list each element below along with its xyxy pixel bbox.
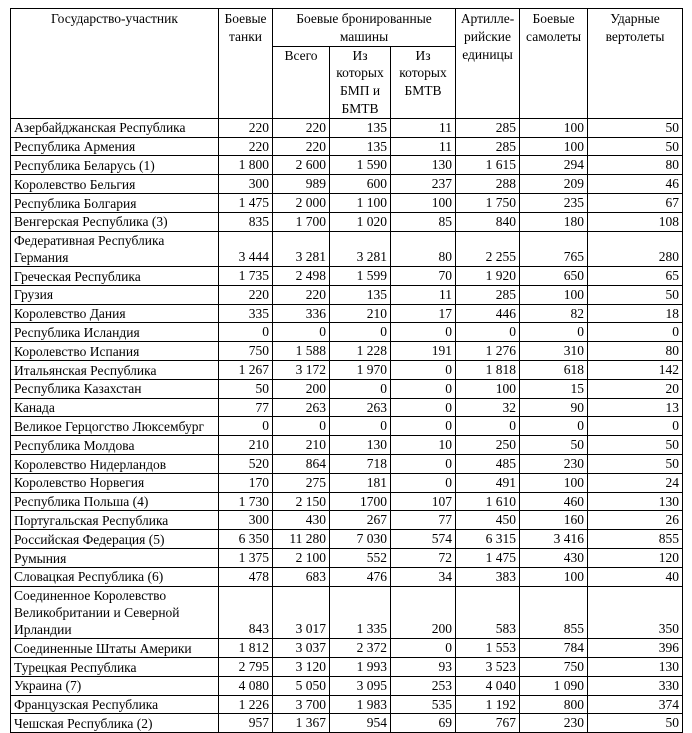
cell-artillery: 250 bbox=[456, 436, 520, 455]
cell-artillery: 1 818 bbox=[456, 360, 520, 379]
cell-aircraft: 3 416 bbox=[520, 530, 588, 549]
table-row bbox=[11, 454, 683, 473]
cell-tanks: 520 bbox=[219, 454, 273, 473]
cell-artillery: 4 040 bbox=[456, 676, 520, 695]
cell-helicopters: 50 bbox=[588, 454, 683, 473]
cell-helicopters: 120 bbox=[588, 548, 683, 567]
cell-armored-bmtv: 0 bbox=[391, 454, 456, 473]
cell-helicopters: 0 bbox=[588, 323, 683, 342]
table-body bbox=[11, 118, 683, 732]
table-row bbox=[11, 323, 683, 342]
cell-armored-bmtv: 0 bbox=[391, 379, 456, 398]
cell-artillery: 1 610 bbox=[456, 492, 520, 511]
cell-tanks: 0 bbox=[219, 417, 273, 436]
cell-country: Республика Исландия bbox=[11, 323, 219, 342]
cell-armored-bmp: 0 bbox=[330, 379, 391, 398]
cell-aircraft: 430 bbox=[520, 548, 588, 567]
cell-tanks: 2 795 bbox=[219, 657, 273, 676]
cell-helicopters: 50 bbox=[588, 714, 683, 733]
cell-armored-total: 2 600 bbox=[273, 156, 330, 175]
cell-aircraft: 294 bbox=[520, 156, 588, 175]
cell-armored-bmtv: 253 bbox=[391, 676, 456, 695]
cell-armored-bmtv: 34 bbox=[391, 567, 456, 586]
cell-armored-total: 2 000 bbox=[273, 193, 330, 212]
cell-armored-bmtv: 0 bbox=[391, 360, 456, 379]
cell-helicopters: 855 bbox=[588, 530, 683, 549]
cell-artillery: 100 bbox=[456, 379, 520, 398]
cell-aircraft: 235 bbox=[520, 193, 588, 212]
cell-tanks: 1 730 bbox=[219, 492, 273, 511]
cell-tanks: 0 bbox=[219, 323, 273, 342]
cell-artillery: 840 bbox=[456, 212, 520, 231]
header-country: Государство-участник bbox=[11, 9, 219, 119]
header-armored-bmp: Из которых БМП и БМТВ bbox=[330, 46, 391, 118]
cell-armored-bmtv: 93 bbox=[391, 657, 456, 676]
cell-armored-bmtv: 11 bbox=[391, 137, 456, 156]
cell-aircraft: 209 bbox=[520, 175, 588, 194]
table-row bbox=[11, 379, 683, 398]
cell-tanks: 300 bbox=[219, 175, 273, 194]
cell-artillery: 0 bbox=[456, 323, 520, 342]
table-row bbox=[11, 676, 683, 695]
cell-country: Королевство Дания bbox=[11, 304, 219, 323]
table-row bbox=[11, 342, 683, 361]
cell-armored-bmp: 3 281 bbox=[330, 231, 391, 266]
cell-tanks: 835 bbox=[219, 212, 273, 231]
cell-tanks: 1 812 bbox=[219, 639, 273, 658]
cell-aircraft: 0 bbox=[520, 417, 588, 436]
cell-helicopters: 50 bbox=[588, 285, 683, 304]
cell-country: Соединенные Штаты Америки bbox=[11, 639, 219, 658]
cell-aircraft: 82 bbox=[520, 304, 588, 323]
cell-country: Соединенное Королевство Великобритании и Северной Ирландии bbox=[11, 586, 219, 639]
cell-armored-bmtv: 574 bbox=[391, 530, 456, 549]
cell-armored-bmtv: 85 bbox=[391, 212, 456, 231]
cell-armored-total: 864 bbox=[273, 454, 330, 473]
header-artillery: Артилле-рийские единицы bbox=[456, 9, 520, 119]
table-row bbox=[11, 639, 683, 658]
treaty-limits-table bbox=[10, 8, 683, 733]
cell-tanks: 1 800 bbox=[219, 156, 273, 175]
cell-artillery: 485 bbox=[456, 454, 520, 473]
header-armored-total: Всего bbox=[273, 46, 330, 118]
cell-armored-total: 1 588 bbox=[273, 342, 330, 361]
table-row bbox=[11, 137, 683, 156]
cell-aircraft: 460 bbox=[520, 492, 588, 511]
cell-country: Королевство Нидерландов bbox=[11, 454, 219, 473]
cell-artillery: 1 475 bbox=[456, 548, 520, 567]
cell-armored-bmtv: 0 bbox=[391, 323, 456, 342]
cell-artillery: 450 bbox=[456, 511, 520, 530]
cell-country: Азербайджанская Республика bbox=[11, 118, 219, 137]
cell-armored-bmp: 1 970 bbox=[330, 360, 391, 379]
cell-aircraft: 230 bbox=[520, 714, 588, 733]
cell-armored-bmp: 1 590 bbox=[330, 156, 391, 175]
cell-aircraft: 765 bbox=[520, 231, 588, 266]
cell-country: Королевство Бельгия bbox=[11, 175, 219, 194]
cell-country: Итальянская Республика bbox=[11, 360, 219, 379]
cell-armored-bmtv: 535 bbox=[391, 695, 456, 714]
cell-tanks: 220 bbox=[219, 118, 273, 137]
cell-armored-bmtv: 0 bbox=[391, 473, 456, 492]
table-row bbox=[11, 193, 683, 212]
cell-aircraft: 784 bbox=[520, 639, 588, 658]
cell-tanks: 6 350 bbox=[219, 530, 273, 549]
cell-country: Республика Болгария bbox=[11, 193, 219, 212]
cell-armored-bmp: 7 030 bbox=[330, 530, 391, 549]
cell-country: Грузия bbox=[11, 285, 219, 304]
cell-tanks: 300 bbox=[219, 511, 273, 530]
cell-aircraft: 100 bbox=[520, 285, 588, 304]
cell-artillery: 285 bbox=[456, 118, 520, 137]
table-row bbox=[11, 548, 683, 567]
cell-tanks: 750 bbox=[219, 342, 273, 361]
cell-country: Федеративная Республика Германия bbox=[11, 231, 219, 266]
cell-aircraft: 180 bbox=[520, 212, 588, 231]
cell-armored-total: 2 100 bbox=[273, 548, 330, 567]
cell-tanks: 1 475 bbox=[219, 193, 273, 212]
cell-artillery: 1 276 bbox=[456, 342, 520, 361]
cell-tanks: 220 bbox=[219, 285, 273, 304]
cell-artillery: 3 523 bbox=[456, 657, 520, 676]
cell-armored-total: 3 700 bbox=[273, 695, 330, 714]
cell-armored-bmp: 0 bbox=[330, 417, 391, 436]
cell-armored-total: 430 bbox=[273, 511, 330, 530]
cell-armored-total: 5 050 bbox=[273, 676, 330, 695]
cell-tanks: 3 444 bbox=[219, 231, 273, 266]
table-row bbox=[11, 714, 683, 733]
table-row bbox=[11, 285, 683, 304]
cell-armored-bmtv: 72 bbox=[391, 548, 456, 567]
cell-armored-bmp: 1 983 bbox=[330, 695, 391, 714]
table-header bbox=[11, 9, 683, 119]
cell-tanks: 220 bbox=[219, 137, 273, 156]
cell-armored-bmp: 1 335 bbox=[330, 586, 391, 639]
table-row bbox=[11, 492, 683, 511]
cell-aircraft: 800 bbox=[520, 695, 588, 714]
cell-armored-bmtv: 107 bbox=[391, 492, 456, 511]
cell-helicopters: 0 bbox=[588, 417, 683, 436]
cell-tanks: 1 375 bbox=[219, 548, 273, 567]
cell-armored-total: 683 bbox=[273, 567, 330, 586]
cell-armored-bmp: 1 599 bbox=[330, 266, 391, 285]
cell-aircraft: 100 bbox=[520, 473, 588, 492]
cell-artillery: 1 750 bbox=[456, 193, 520, 212]
cell-helicopters: 18 bbox=[588, 304, 683, 323]
header-armored: Боевые бронированные машины bbox=[273, 9, 456, 47]
header-armored-bmtv: Из которых БМТВ bbox=[391, 46, 456, 118]
table-row bbox=[11, 695, 683, 714]
table-row bbox=[11, 156, 683, 175]
cell-armored-bmtv: 200 bbox=[391, 586, 456, 639]
cell-armored-bmtv: 0 bbox=[391, 639, 456, 658]
cell-armored-bmp: 135 bbox=[330, 285, 391, 304]
cell-artillery: 288 bbox=[456, 175, 520, 194]
cell-aircraft: 310 bbox=[520, 342, 588, 361]
cell-country: Республика Казахстан bbox=[11, 379, 219, 398]
cell-armored-bmp: 1 020 bbox=[330, 212, 391, 231]
cell-country: Французская Республика bbox=[11, 695, 219, 714]
cell-aircraft: 90 bbox=[520, 398, 588, 417]
cell-country: Республика Беларусь (1) bbox=[11, 156, 219, 175]
table-row bbox=[11, 530, 683, 549]
cell-armored-total: 336 bbox=[273, 304, 330, 323]
header-tanks: Боевые танки bbox=[219, 9, 273, 119]
cell-artillery: 383 bbox=[456, 567, 520, 586]
cell-aircraft: 100 bbox=[520, 118, 588, 137]
cell-country: Российская Федерация (5) bbox=[11, 530, 219, 549]
table-row bbox=[11, 436, 683, 455]
cell-country: Великое Герцогство Люксембург bbox=[11, 417, 219, 436]
cell-armored-bmp: 210 bbox=[330, 304, 391, 323]
cell-armored-bmp: 2 372 bbox=[330, 639, 391, 658]
cell-tanks: 50 bbox=[219, 379, 273, 398]
cell-aircraft: 230 bbox=[520, 454, 588, 473]
cell-armored-total: 989 bbox=[273, 175, 330, 194]
cell-tanks: 170 bbox=[219, 473, 273, 492]
cell-aircraft: 1 090 bbox=[520, 676, 588, 695]
cell-artillery: 767 bbox=[456, 714, 520, 733]
cell-armored-bmtv: 237 bbox=[391, 175, 456, 194]
cell-aircraft: 750 bbox=[520, 657, 588, 676]
cell-armored-total: 220 bbox=[273, 285, 330, 304]
cell-armored-total: 220 bbox=[273, 118, 330, 137]
cell-armored-total: 3 281 bbox=[273, 231, 330, 266]
cell-armored-bmtv: 80 bbox=[391, 231, 456, 266]
cell-armored-bmp: 1700 bbox=[330, 492, 391, 511]
cell-helicopters: 396 bbox=[588, 639, 683, 658]
cell-aircraft: 100 bbox=[520, 137, 588, 156]
cell-helicopters: 24 bbox=[588, 473, 683, 492]
cell-armored-total: 2 498 bbox=[273, 266, 330, 285]
cell-tanks: 1 735 bbox=[219, 266, 273, 285]
cell-armored-bmtv: 130 bbox=[391, 156, 456, 175]
cell-country: Чешская Республика (2) bbox=[11, 714, 219, 733]
cell-helicopters: 130 bbox=[588, 657, 683, 676]
cell-artillery: 6 315 bbox=[456, 530, 520, 549]
cell-artillery: 491 bbox=[456, 473, 520, 492]
cell-helicopters: 350 bbox=[588, 586, 683, 639]
cell-country: Словацкая Республика (6) bbox=[11, 567, 219, 586]
cell-artillery: 0 bbox=[456, 417, 520, 436]
cell-tanks: 210 bbox=[219, 436, 273, 455]
cell-armored-bmp: 263 bbox=[330, 398, 391, 417]
cell-country: Турецкая Республика bbox=[11, 657, 219, 676]
cell-aircraft: 160 bbox=[520, 511, 588, 530]
cell-armored-bmp: 1 100 bbox=[330, 193, 391, 212]
cell-helicopters: 374 bbox=[588, 695, 683, 714]
cell-helicopters: 50 bbox=[588, 436, 683, 455]
cell-armored-bmtv: 0 bbox=[391, 417, 456, 436]
cell-armored-bmp: 1 993 bbox=[330, 657, 391, 676]
cell-artillery: 1 192 bbox=[456, 695, 520, 714]
cell-armored-bmtv: 11 bbox=[391, 285, 456, 304]
cell-helicopters: 280 bbox=[588, 231, 683, 266]
cell-helicopters: 65 bbox=[588, 266, 683, 285]
cell-artillery: 285 bbox=[456, 137, 520, 156]
table-row bbox=[11, 118, 683, 137]
cell-armored-bmp: 476 bbox=[330, 567, 391, 586]
cell-tanks: 843 bbox=[219, 586, 273, 639]
cell-artillery: 446 bbox=[456, 304, 520, 323]
cell-armored-bmtv: 77 bbox=[391, 511, 456, 530]
cell-armored-bmtv: 10 bbox=[391, 436, 456, 455]
cell-armored-bmp: 600 bbox=[330, 175, 391, 194]
table-row bbox=[11, 511, 683, 530]
cell-country: Королевство Норвегия bbox=[11, 473, 219, 492]
cell-helicopters: 20 bbox=[588, 379, 683, 398]
cell-armored-bmp: 3 095 bbox=[330, 676, 391, 695]
cell-tanks: 1 226 bbox=[219, 695, 273, 714]
cell-country: Королевство Испания bbox=[11, 342, 219, 361]
cell-helicopters: 67 bbox=[588, 193, 683, 212]
cell-helicopters: 80 bbox=[588, 156, 683, 175]
cell-armored-total: 3 037 bbox=[273, 639, 330, 658]
cell-tanks: 1 267 bbox=[219, 360, 273, 379]
cell-armored-total: 3 017 bbox=[273, 586, 330, 639]
cell-armored-bmtv: 70 bbox=[391, 266, 456, 285]
cell-aircraft: 650 bbox=[520, 266, 588, 285]
table-row bbox=[11, 473, 683, 492]
cell-aircraft: 0 bbox=[520, 323, 588, 342]
cell-armored-bmp: 1 228 bbox=[330, 342, 391, 361]
cell-armored-bmp: 181 bbox=[330, 473, 391, 492]
cell-helicopters: 50 bbox=[588, 137, 683, 156]
cell-helicopters: 40 bbox=[588, 567, 683, 586]
cell-armored-total: 263 bbox=[273, 398, 330, 417]
document-page bbox=[10, 8, 683, 733]
cell-country: Канада bbox=[11, 398, 219, 417]
cell-armored-total: 2 150 bbox=[273, 492, 330, 511]
cell-armored-bmp: 267 bbox=[330, 511, 391, 530]
cell-country: Республика Армения bbox=[11, 137, 219, 156]
cell-armored-bmtv: 191 bbox=[391, 342, 456, 361]
cell-country: Украина (7) bbox=[11, 676, 219, 695]
cell-armored-bmp: 135 bbox=[330, 118, 391, 137]
cell-armored-total: 3 172 bbox=[273, 360, 330, 379]
cell-armored-total: 220 bbox=[273, 137, 330, 156]
cell-armored-bmp: 135 bbox=[330, 137, 391, 156]
cell-helicopters: 50 bbox=[588, 118, 683, 137]
cell-country: Румыния bbox=[11, 548, 219, 567]
cell-armored-bmtv: 69 bbox=[391, 714, 456, 733]
cell-artillery: 285 bbox=[456, 285, 520, 304]
cell-armored-bmtv: 11 bbox=[391, 118, 456, 137]
cell-armored-bmtv: 100 bbox=[391, 193, 456, 212]
cell-armored-total: 1 700 bbox=[273, 212, 330, 231]
cell-country: Республика Молдова bbox=[11, 436, 219, 455]
table-row bbox=[11, 586, 683, 639]
cell-armored-total: 210 bbox=[273, 436, 330, 455]
table-row bbox=[11, 266, 683, 285]
table-row bbox=[11, 231, 683, 266]
cell-armored-bmtv: 0 bbox=[391, 398, 456, 417]
cell-armored-bmtv: 17 bbox=[391, 304, 456, 323]
table-row bbox=[11, 567, 683, 586]
cell-armored-total: 0 bbox=[273, 417, 330, 436]
cell-artillery: 1 615 bbox=[456, 156, 520, 175]
cell-armored-bmp: 0 bbox=[330, 323, 391, 342]
cell-artillery: 32 bbox=[456, 398, 520, 417]
cell-armored-total: 3 120 bbox=[273, 657, 330, 676]
cell-helicopters: 108 bbox=[588, 212, 683, 231]
table-row bbox=[11, 304, 683, 323]
cell-helicopters: 13 bbox=[588, 398, 683, 417]
cell-helicopters: 80 bbox=[588, 342, 683, 361]
cell-armored-total: 0 bbox=[273, 323, 330, 342]
cell-aircraft: 50 bbox=[520, 436, 588, 455]
cell-armored-total: 11 280 bbox=[273, 530, 330, 549]
cell-armored-total: 1 367 bbox=[273, 714, 330, 733]
cell-artillery: 1 920 bbox=[456, 266, 520, 285]
cell-artillery: 583 bbox=[456, 586, 520, 639]
cell-country: Республика Польша (4) bbox=[11, 492, 219, 511]
cell-armored-bmp: 552 bbox=[330, 548, 391, 567]
cell-helicopters: 330 bbox=[588, 676, 683, 695]
cell-aircraft: 100 bbox=[520, 567, 588, 586]
cell-helicopters: 130 bbox=[588, 492, 683, 511]
cell-tanks: 957 bbox=[219, 714, 273, 733]
cell-armored-bmp: 130 bbox=[330, 436, 391, 455]
cell-tanks: 335 bbox=[219, 304, 273, 323]
cell-tanks: 478 bbox=[219, 567, 273, 586]
table-row bbox=[11, 175, 683, 194]
header-helicopters: Ударные вертолеты bbox=[588, 9, 683, 119]
table-row bbox=[11, 398, 683, 417]
cell-artillery: 2 255 bbox=[456, 231, 520, 266]
cell-aircraft: 15 bbox=[520, 379, 588, 398]
cell-armored-total: 200 bbox=[273, 379, 330, 398]
cell-helicopters: 142 bbox=[588, 360, 683, 379]
table-row bbox=[11, 212, 683, 231]
cell-artillery: 1 553 bbox=[456, 639, 520, 658]
cell-country: Португальская Республика bbox=[11, 511, 219, 530]
header-aircraft: Боевые самолеты bbox=[520, 9, 588, 119]
cell-armored-bmp: 954 bbox=[330, 714, 391, 733]
cell-country: Венгерская Республика (3) bbox=[11, 212, 219, 231]
cell-armored-bmp: 718 bbox=[330, 454, 391, 473]
table-row bbox=[11, 417, 683, 436]
cell-armored-total: 275 bbox=[273, 473, 330, 492]
table-row bbox=[11, 360, 683, 379]
cell-helicopters: 26 bbox=[588, 511, 683, 530]
cell-aircraft: 618 bbox=[520, 360, 588, 379]
cell-tanks: 4 080 bbox=[219, 676, 273, 695]
table-row bbox=[11, 657, 683, 676]
cell-country: Греческая Республика bbox=[11, 266, 219, 285]
cell-aircraft: 855 bbox=[520, 586, 588, 639]
cell-tanks: 77 bbox=[219, 398, 273, 417]
cell-helicopters: 46 bbox=[588, 175, 683, 194]
